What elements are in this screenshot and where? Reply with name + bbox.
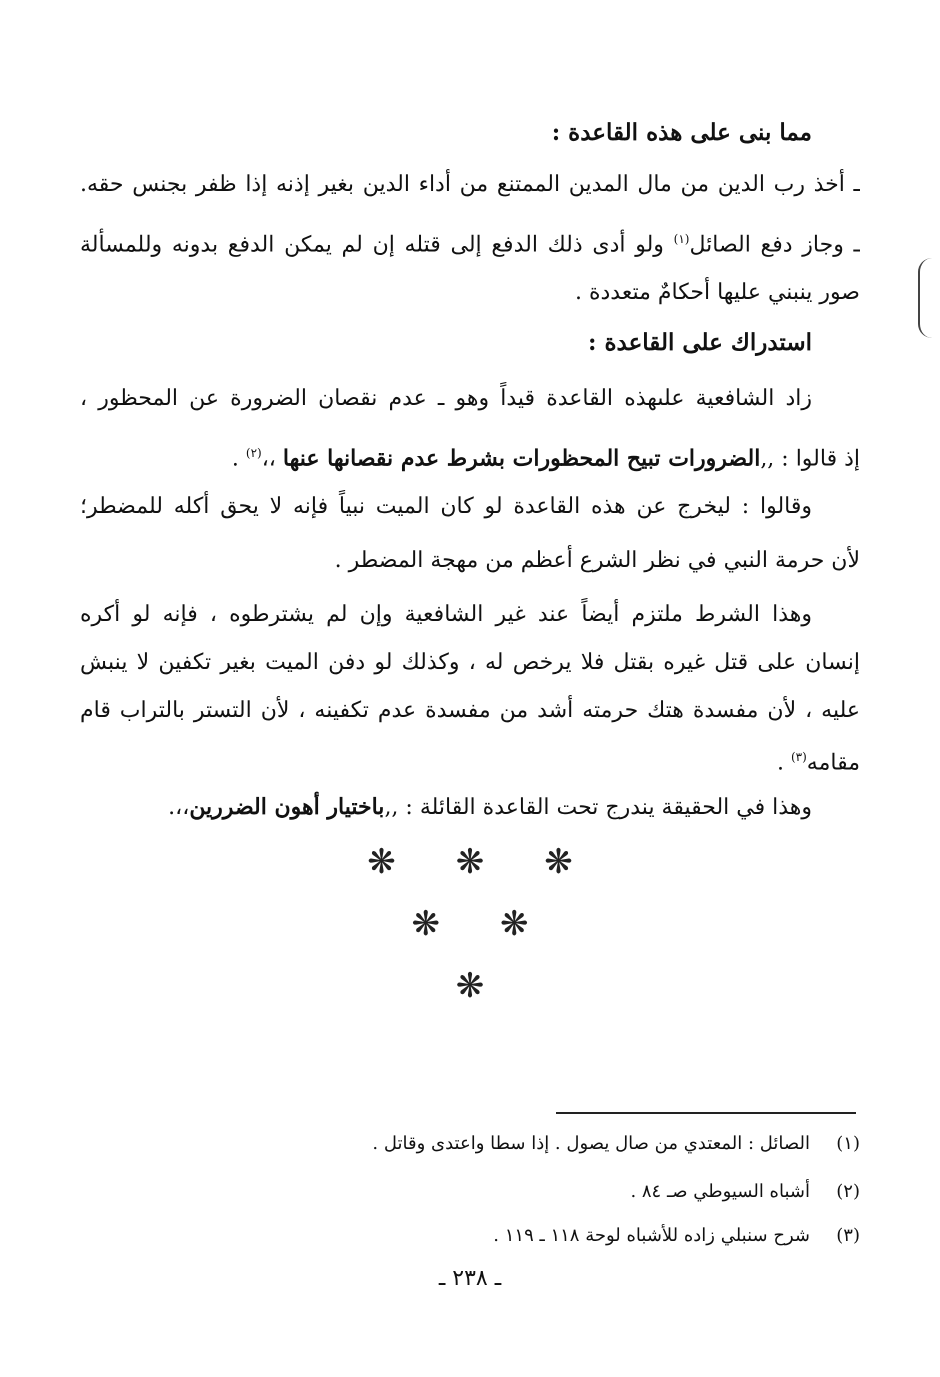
text-line: عليه ، لأن مفسدة هتك حرمته أشد من مفسدة عدم تكفينه ، لأن التستر بالتراب قام <box>80 698 860 723</box>
quoted-rule: باختيار أهون الضررين <box>189 794 385 820</box>
text-line: صور ينبني عليها أحكامٌ متعددة . <box>575 280 860 305</box>
ornament-star-icon: ❋ <box>455 842 485 882</box>
text-line: زاد الشافعية علىهذه القاعدة قيداً وهو ـ عدم نقصان الضرورة عن المحظور ، <box>80 386 812 411</box>
footnote <box>80 1222 860 1250</box>
text-line: ـ وجاز دفع الصائل$^{(١)}$ ولو أدى ذلك الدفع إلى قتله إن لم يمكن الدفع بدونه وللمسألة <box>80 232 860 258</box>
text-line: إنسان على قتل غيره بقتل فلا يرخص له ، وكذلك لو دفن الميت بغير تكفين لا ينبش <box>80 650 860 675</box>
text-line: ـ أخذ رب الدين من مال المدين الممتنع من أداء الدين بغير إذنه إذا ظفر بجنس حقه. <box>80 172 860 197</box>
ornament-row-1 <box>0 842 940 882</box>
text-line: وهذا الشرط ملتزم أيضاً عند غير الشافعية وإن لم يشترطوه ، فإنه لو أكره <box>80 602 812 627</box>
section-heading-built-on-rule: مما بنى على هذه القاعدة : <box>551 119 812 146</box>
ornament-row-3 <box>0 966 940 1006</box>
ornament-star-icon: ❋ <box>455 966 485 1006</box>
section-heading-correction: استدراك على القاعدة : <box>587 329 812 356</box>
footnote <box>80 1130 860 1158</box>
footnote-text: أشباه السيوطي صـ ٨٤ . <box>630 1181 810 1202</box>
footnote-text: شرح سنبلي زاده للأشباه لوحة ١١٨ ـ ١١٩ . <box>493 1225 810 1246</box>
footnote-number: (٣) <box>836 1225 860 1246</box>
footnote-number: (١) <box>836 1133 860 1154</box>
quoted-rule: الضرورات تبيح المحظورات بشرط عدم نقصانها عنها <box>282 445 761 472</box>
ornament-star-icon: ❋ <box>411 904 440 944</box>
ornament-star-icon: ❋ <box>544 842 573 882</box>
footnote-ref: (٢) <box>245 446 262 460</box>
ornament-star-icon: ❋ <box>367 842 396 882</box>
ornament-star-icon: ❋ <box>500 904 529 944</box>
text-line: إذ قالوا : ,,الضرورات تبيح المحظورات بشرط عدم نقصانها عنها ،،$^{(٢)}$ . <box>231 445 860 472</box>
text-line: وقالوا : ليخرج عن هذه القاعدة لو كان الميت نبياً فإنه لا يحق أكله للمضطر؛ <box>80 494 812 519</box>
text-line: لأن حرمة النبي في نظر الشرع أعظم من مهجة المضطر . <box>334 548 860 573</box>
footnote-ref: (٣) <box>790 750 807 764</box>
text-line: وهذا في الحقيقة يندرج تحت القاعدة القائلة : ,,باختيار أهون الضررين،،. <box>168 794 812 820</box>
ornament-row-2 <box>0 904 940 944</box>
page-number: ـ ٢٣٨ ـ <box>438 1266 502 1291</box>
footnote-ref: (١) <box>673 232 690 246</box>
footnote-divider <box>556 1112 856 1114</box>
footnote <box>80 1178 860 1206</box>
footnote-text: الصائل : المعتدي من صال يصول . إذا سطا واعتدى وقاتل . <box>372 1133 810 1154</box>
text-line: مقامه$^{(٣)}$ . <box>776 750 860 776</box>
margin-bracket <box>918 258 934 338</box>
footnote-number: (٢) <box>836 1181 860 1202</box>
